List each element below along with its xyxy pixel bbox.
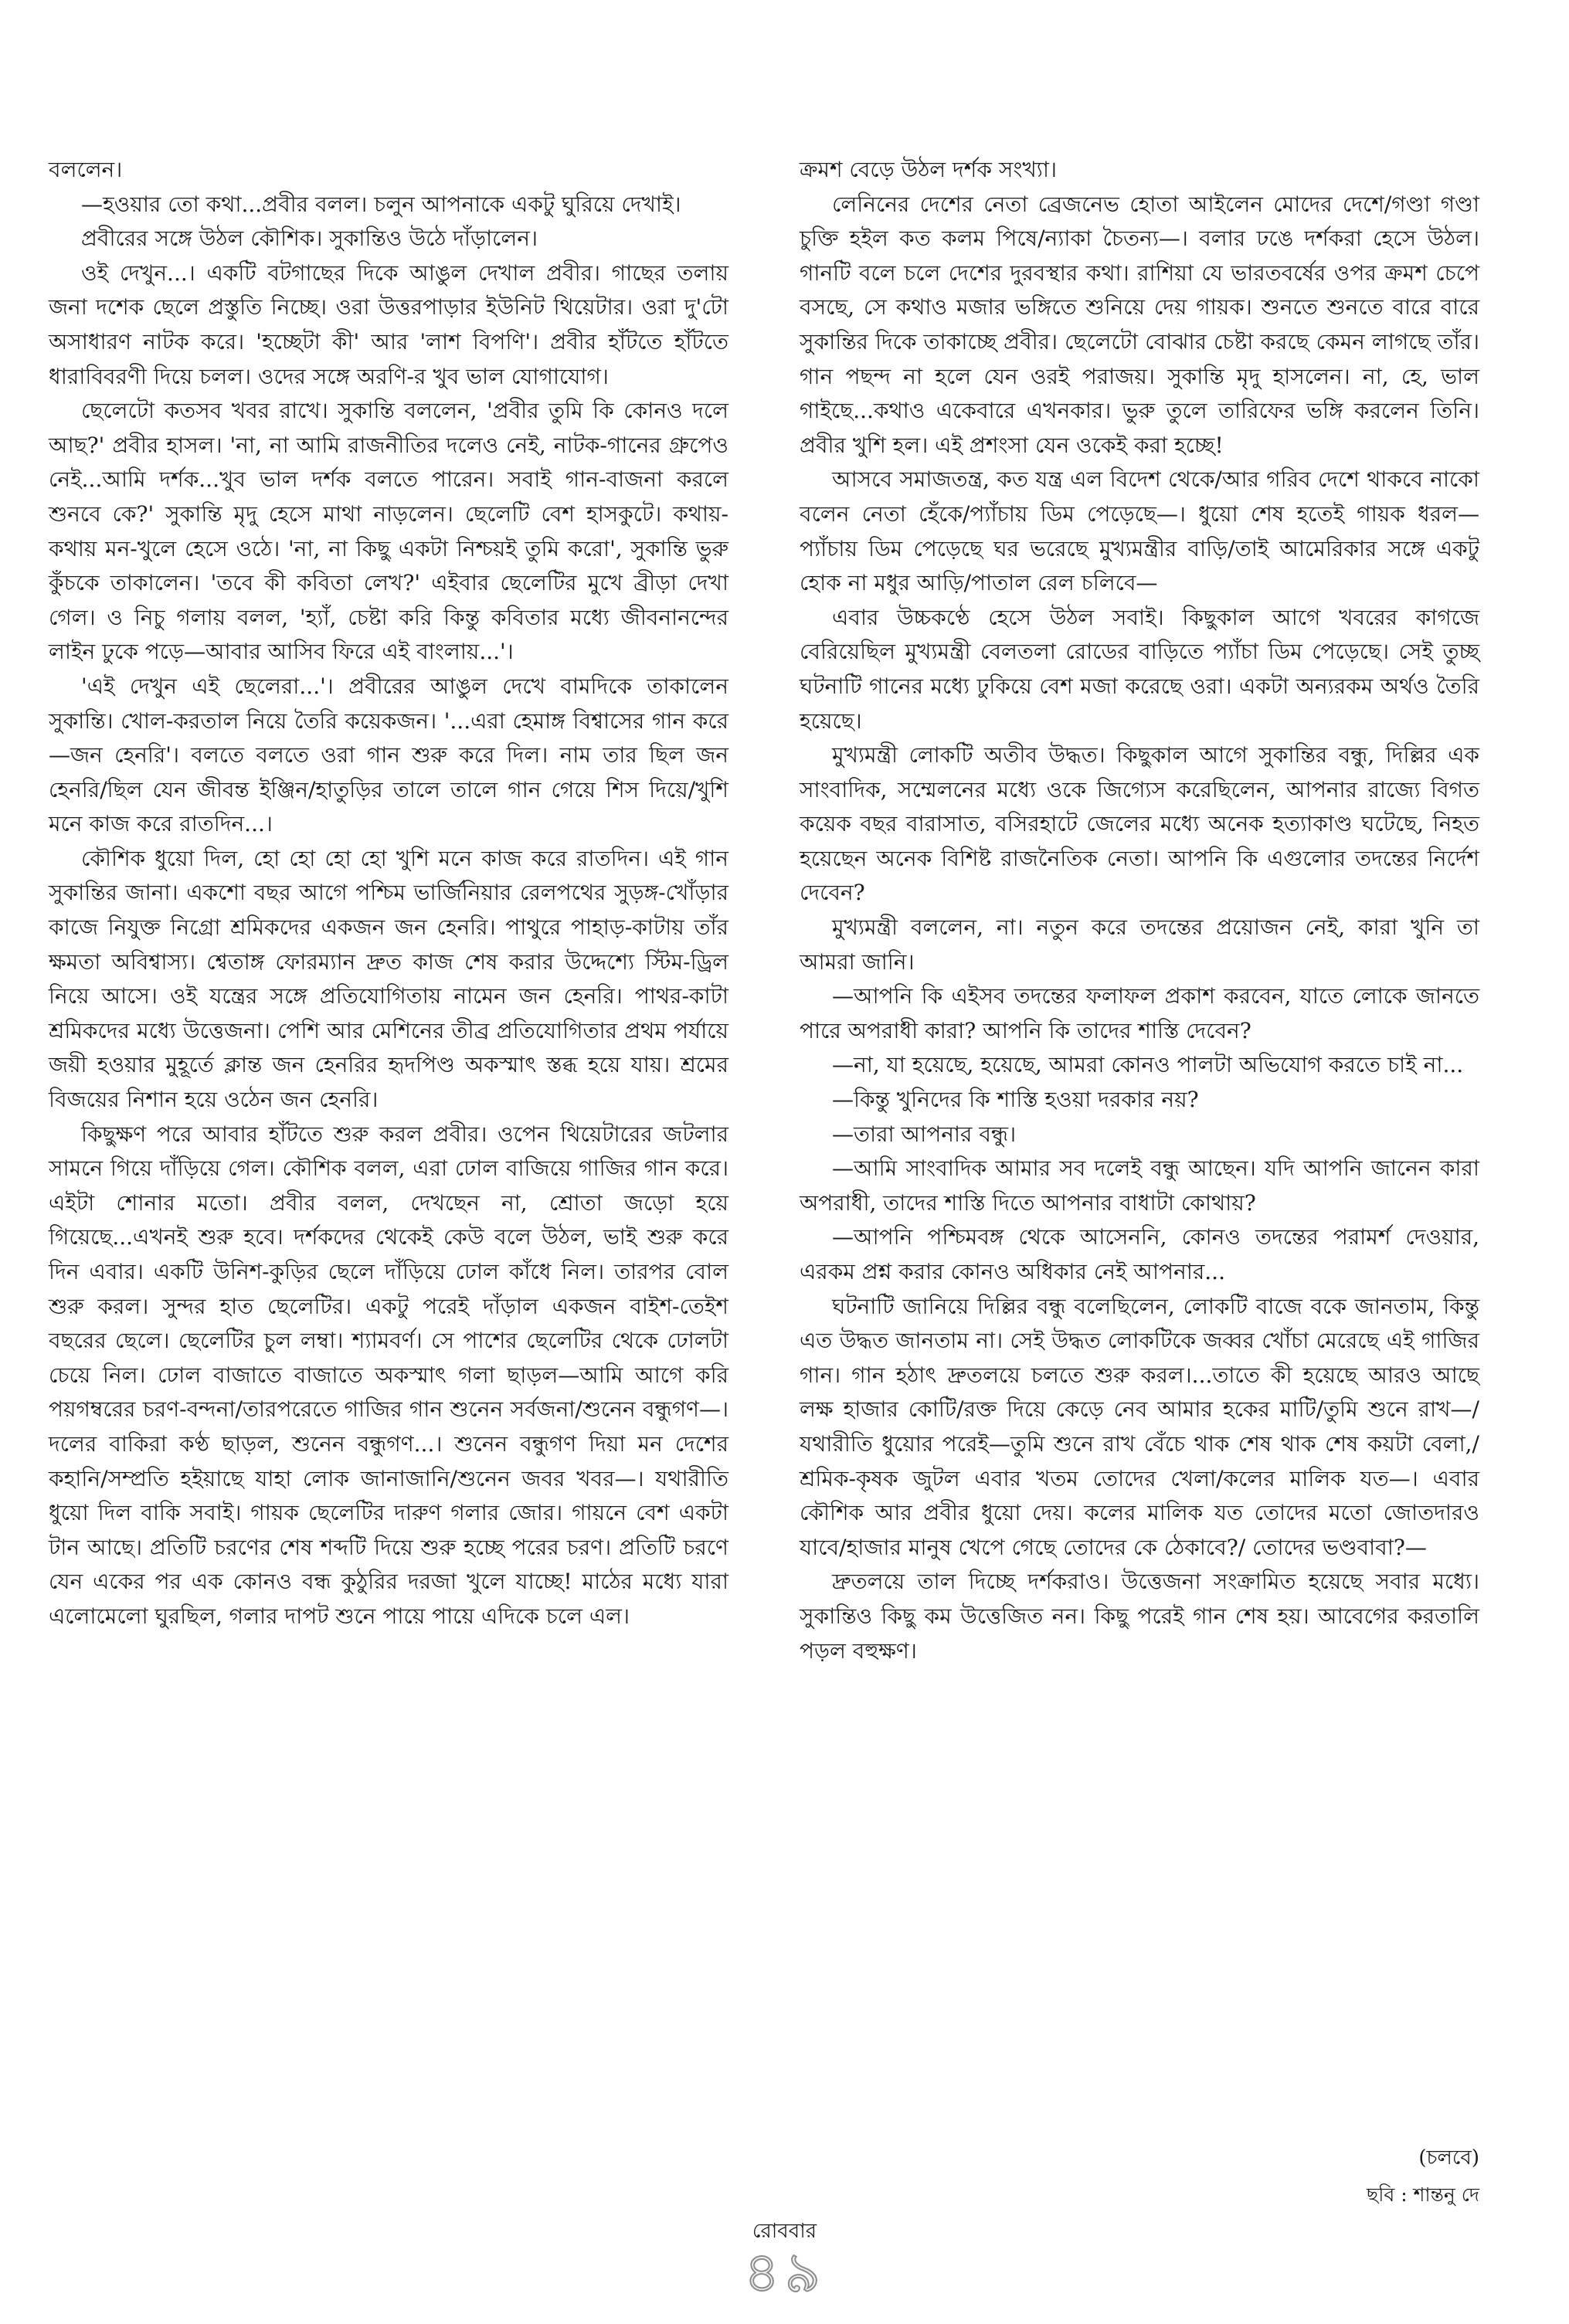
- article-column-right: [800, 153, 1479, 1668]
- paragraph: মুখ্যমন্ত্রী বললেন, না। নতুন করে তদন্তের প্রয়োজন নেই, কারা খুনি তা আমরা জানি।: [800, 914, 1479, 975]
- paragraph: —হওয়ার তো কথা...প্রবীর বলল। চলুন আপনাকে একটু ঘুরিয়ে দেখাই।: [81, 191, 681, 217]
- paragraph: —না, যা হয়েছে, হয়েছে, আমরা কোনও পালটা অভিযোগ করতে চাই না...: [832, 1052, 1464, 1078]
- paragraph: কৌশিক ধুয়ো দিল, হো হো হো হো খুশি মনে কাজ করে রাতদিন। এই গান সুকান্তির জানা। একশো বছর আগে পশ্চিম ভার্জিনিয়ার রেলপথের সুড়ঙ্গ-খোঁড়ার কাজে নিযুক্ত নিগ্রো শ্রমিকদের একজন জন হেনরি। পাথুরে পাহাড়-কাটায় তাঁর ক্ষমতা অবিশ্বাস্য। শ্বেতাঙ্গ ফোরম্যান দ্রুত কাজ শেষ করার উদ্দেশ্যে স্টিম-ড্রিল নিয়ে আসে। ওই যন্ত্রের সঙ্গে প্রতিযোগিতায় নামেন জন হেনরি। পাথর-কাটা শ্রমিকদের মধ্যে উত্তেজনা। পেশি আর মেশিনের তীব্র প্রতিযোগিতার প্রথম পর্যায়ে জয়ী হওয়ার মুহূর্তে ক্লান্ত জন হেনরির হৃদপিণ্ড অকস্মাৎ স্তব্ধ হয়ে যায়। শ্রমের বিজয়ের নিশান হয়ে ওঠেন জন হেনরি।: [49, 845, 728, 1113]
- magazine-name: রোববার: [752, 2220, 817, 2243]
- paragraph: 'এই দেখুন এই ছেলেরা...'। প্রবীরের আঙুল দেখে বামদিকে তাকালেন সুকান্তি। খোল-করতাল নিয়ে তৈরি কয়েকজন। '...এরা হেমাঙ্গ বিশ্বাসের গান করে—জন হেনরি'। বলতে বলতে ওরা গান শুরু করে দিল। নাম তার ছিল জন হেনরি/ছিল যেন জীবন্ত ইঞ্জিন/হাতুড়ির তালে তালে গান গেয়ে শিস দিয়ে/খুশি মনে কাজ করে রাতদিন...।: [49, 673, 728, 837]
- paragraph: —তারা আপনার বন্ধু।: [832, 1121, 1017, 1147]
- paragraph: —আপনি পশ্চিমবঙ্গ থেকে আসেননি, কোনও তদন্তের পরামর্শ দেওয়ার, এরকম প্রশ্ন করার কোনও অধিকার নেই আপনার...: [800, 1224, 1479, 1284]
- paragraph: দ্রুতলয়ে তাল দিচ্ছে দর্শকরাও। উত্তেজনা সংক্রামিত হয়েছে সবার মধ্যে। সুকান্তিও কিছু কম উত্তেজিত নন। কিছু পরেই গান শেষ হয়। আবেগের করতালি পড়ল বহুক্ষণ।: [800, 1569, 1479, 1664]
- page-number: ৪৯: [743, 2240, 826, 2305]
- paragraph: বললেন।: [49, 157, 123, 182]
- paragraph: ওই দেখুন...। একটি বটগাছের দিকে আঙুল দেখাল প্রবীর। গাছের তলায় জনা দশেক ছেলে প্রস্তুতি নিচ্ছে। ওরা উত্তরপাড়ার ইউনিট থিয়েটার। ওরা দু'টো অসাধারণ নাটক করে। 'হচ্ছেটা কী' আর 'লাশ বিপণি'। প্রবীর হাঁটতে হাঁটতে ধারাবিবরণী দিয়ে চলল। ওদের সঙ্গে অরণি-র খুব ভাল যোগাযোগ।: [49, 260, 728, 389]
- paragraph: —আমি সাংবাদিক আমার সব দলেই বন্ধু আছেন। যদি আপনি জানেন কারা অপরাধী, তাদের শাস্তি দিতে আপনার বাধাটা কোথায়?: [800, 1155, 1479, 1216]
- illustration-credit: ছবি : শান্তনু দে: [1367, 2183, 1479, 2206]
- paragraph: ঘটনাটি জানিয়ে দিল্লির বন্ধু বলেছিলেন, লোকটি বাজে বকে জানতাম, কিন্তু এত উদ্ধত জানতাম না। সেই উদ্ধত লোকটিকে জব্বর খোঁচা মেরেছে এই গাজির গান। গান হঠাৎ দ্রুতলয়ে চলতে শুরু করল।...তাতে কী হয়েছে আরও আছে লক্ষ হাজার কোটি/রক্ত দিয়ে কেড়ে নেব আমার হকের মাটি/তুমি শুনে রাখ—/যথারীতি ধুয়োর পরেই—তুমি শুনে রাখ বেঁচে থাক শেষ থাক শেষ কয়টা বেলা,/শ্রমিক-কৃষক জুটল এবার খতম তোদের খেলা/কলের মালিক যত—। এবার কৌশিক আর প্রবীর ধুয়ো দেয়। কলের মালিক যত তোদের মতো জোতদারও যাবে/হাজার মানুষ খেপে গেছে তোদের কে ঠেকাবে?/ তোদের ভণ্ডবাবা?—: [800, 1293, 1479, 1560]
- continued-note: (চলবে): [1418, 2146, 1479, 2170]
- paragraph: ছেলেটো কতসব খবর রাখে। সুকান্তি বললেন, 'প্রবীর তুমি কি কোনও দলে আছ?' প্রবীর হাসল। 'না, না আমি রাজনীতির দলেও নেই, নাটক-গানের গ্রুপেও নেই...আমি দর্শক...খুব ভাল দর্শক বলতে পারেন। সবাই গান-বাজনা করলে শুনবে কে?' সুকান্তি মৃদু হেসে মাথা নাড়লেন। ছেলেটি বেশ হাসকুটে। কথায়-কথায় মন-খুলে হেসে ওঠে। 'না, না কিছু একটা নিশ্চয়ই তুমি করো', সুকান্তি ভুরু কুঁচকে তাকালেন। 'তবে কী কবিতা লেখ?' এইবার ছেলেটির মুখে ব্রীড়া দেখা গেল। ও নিচু গলায় বলল, 'হ্যাঁ, চেষ্টা করি কিন্তু কবিতার মধ্যে জীবনানন্দের লাইন ঢুকে পড়ে—আবার আসিব ফিরে এই বাংলায়...'।: [49, 398, 728, 665]
- paragraph: এবার উচ্চকণ্ঠে হেসে উঠল সবাই। কিছুকাল আগে খবরের কাগজে বেরিয়েছিল মুখ্যমন্ত্রী বেলতলা রোডের বাড়িতে প্যাঁচা ডিম পেড়েছে। সেই তুচ্ছ ঘটনাটি গানের মধ্যে ঢুকিয়ে বেশ মজা করেছে ওরা। একটা অন্যরকম অর্থও তৈরি হয়েছে।: [800, 604, 1479, 734]
- paragraph: কিছুক্ষণ পরে আবার হাঁটতে শুরু করল প্রবীর। ওপেন থিয়েটারের জটলার সামনে গিয়ে দাঁড়িয়ে গেল। কৌশিক বলল, এরা ঢোল বাজিয়ে গাজির গান করে। এইটা শোনার মতো। প্রবীর বলল, দেখছেন না, শ্রোতা জড়ো হয়ে গিয়েছে...এখনই শুরু হবে। দর্শকদের থেকেই কেউ বলে উঠল, ভাই শুরু করে দিন এবার। একটি উনিশ-কুড়ির ছেলে দাঁড়িয়ে ঢোল কাঁধে নিল। তারপর বোল শুরু করল। সুন্দর হাত ছেলেটির। একটু পরেই দাঁড়াল একজন বাইশ-তেইশ বছরের ছেলে। ছেলেটির চুল লম্বা। শ্যামবর্ণ। সে পাশের ছেলেটির থেকে ঢোলটা চেয়ে নিল। ঢোল বাজাতে বাজাতে অকস্মাৎ গলা ছাড়ল—আমি আগে করি পয়গম্বরের চরণ-বন্দনা/তারপরেতে গাজির গান শুনেন সর্বজনা/শুনেন বন্ধুগণ—। দলের বাকিরা কণ্ঠ ছাড়ল, শুনেন বন্ধুগণ...। শুনেন বন্ধুগণ দিয়া মন দেশের কহানি/সম্প্রতি হইয়াছে যাহা লোক জানাজানি/শুনেন জবর খবর—। যথারীতি ধুয়ো দিল বাকি সবাই। গায়ক ছেলেটির দারুণ গলার জোর। গায়নে বেশ একটা টান আছে। প্রতিটি চরণের শেষ শব্দটি দিয়ে শুরু হচ্ছে পরের চরণ। প্রতিটি চরণে যেন একের পর এক কোনও বন্ধ কুঠুরির দরজা খুলে যাচ্ছে! মাঠের মধ্যে যারা এলোমেলো ঘুরছিল, গলার দাপট শুনে পায়ে পায়ে এদিকে চলে এল।: [49, 1121, 728, 1629]
- paragraph: ক্রমশ বেড়ে উঠল দর্শক সংখ্যা।: [800, 157, 1058, 182]
- paragraph: —আপনি কি এইসব তদন্তের ফলাফল প্রকাশ করবেন, যাতে লোকে জানতে পারে অপরাধী কারা? আপনি কি তাদের শাস্তি দেবেন?: [800, 983, 1479, 1043]
- paragraph: আসবে সমাজতন্ত্র, কত যন্ত্র এল বিদেশ থেকে/আর গরিব দেশে থাকবে নাকো বলেন নেতা হেঁকে/প্যাঁচায় ডিম পেড়েছে—। ধুয়ো শেষ হতেই গায়ক ধরল—প্যাঁচায় ডিম পেড়েছে ঘর ভরেছে মুখ্যমন্ত্রীর বাড়ি/তাই আমেরিকার সঙ্গে একটু হোক না মধুর আড়ি/পাতাল রেল চলিবে—: [800, 466, 1479, 596]
- paragraph: লেনিনের দেশের নেতা ব্রেজনেভ হোতা আইলেন মোদের দেশে/গণ্ডা গণ্ডা চুক্তি হইল কত কলম পিষে/ন্যাকা চৈতন্য—। বলার ঢঙে দর্শকরা হেসে উঠল। গানটি বলে চলে দেশের দুরবস্থার কথা। রাশিয়া যে ভারতবর্ষের ওপর ক্রমশ চেপে বসছে, সে কথাও মজার ভঙ্গিতে শুনিয়ে দেয় গায়ক। শুনতে শুনতে বারে বারে সুকান্তির দিকে তাকাচ্ছে প্রবীর। ছেলেটো বোঝার চেষ্টা করছে কেমন লাগছে তাঁর। গান পছন্দ না হলে যেন ওরই পরাজয়। সুকান্তি মৃদু হাসলেন। না, হে, ভাল গাইছে...কথাও একেবারে এখনকার। ভুরু তুলে তারিফের ভঙ্গি করলেন তিনি। প্রবীর খুশি হল। এই প্রশংসা যেন ওকেই করা হচ্ছে!: [800, 191, 1479, 458]
- article-column-left: [49, 153, 728, 1634]
- paragraph: প্রবীরের সঙ্গে উঠল কৌশিক। সুকান্তিও উঠে দাঁড়ালেন।: [81, 226, 538, 252]
- paragraph: মুখ্যমন্ত্রী লোকটি অতীব উদ্ধত। কিছুকাল আগে সুকান্তির বন্ধু, দিল্লির এক সাংবাদিক, সম্মেলনের মধ্যে ওকে জিগ্যেস করেছিলেন, আপনার রাজ্যে বিগত কয়েক বছর বারাসাত, বসিরহাটে জেলের মধ্যে অনেক হত্যাকাণ্ড ঘটেছে, নিহত হয়েছেন অনেক বিশিষ্ট রাজনৈতিক নেতা। আপনি কি এগুলোর তদন্তের নির্দেশ দেবেন?: [800, 742, 1479, 906]
- paragraph: —কিন্তু খুনিদের কি শাস্তি হওয়া দরকার নয়?: [832, 1087, 1199, 1113]
